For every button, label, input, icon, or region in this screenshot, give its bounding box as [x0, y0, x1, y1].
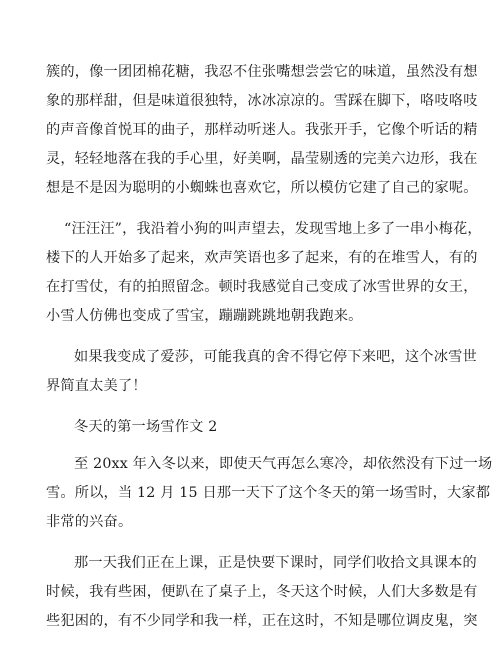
text-line: 非常的兴奋。: [46, 514, 133, 530]
text-line: 小雪人仿佛也变成了雪宝，蹦蹦跳跳地朝我跑来。: [46, 308, 363, 324]
paragraph-dog-bark: [46, 215, 482, 331]
paragraph-first-snow: [46, 450, 493, 537]
text-line: 簇的，像一团团棉花糖，我忍不住张嘴想尝尝它的味道，虽然没有想: [46, 64, 478, 80]
article-body: [46, 58, 493, 648]
text-line: 雪。所以，当 12 月 15 日那一天下了这个冬天的第一场雪时，大家都: [46, 485, 491, 501]
text-line: 如果我变成了爱莎，可能我真的舍不得它停下来吧，这个冰雪世: [74, 349, 477, 365]
heading-text: 冬天的第一场雪作文 2: [74, 419, 218, 435]
essay-heading: [46, 413, 462, 442]
text-line: 至 20xx 年入冬以来，即使天气再怎么寒冷，却依然没有下过一场: [74, 456, 493, 472]
text-line: 楼下的人开始多了起来，欢声笑语也多了起来，有的在堆雪人，有的: [46, 250, 478, 266]
paragraph-snow-taste: [46, 58, 478, 203]
text-line: “汪汪汪”，我沿着小狗的叫声望去，发现雪地上多了一串小梅花，: [64, 221, 482, 237]
text-line: 些犯困的，有不少同学和我一样，正在这时，不知是哪位调皮鬼，突: [46, 613, 478, 629]
text-line: 在打雪仗，有的拍照留念。顿时我感觉自己变成了冰雪世界的女王，: [46, 279, 478, 295]
text-line: 想是不是因为聪明的小蜘蛛也喜欢它，所以模仿它建了自己的家呢。: [46, 180, 478, 196]
text-line: 的声音像首悦耳的曲子，那样动听迷人。我张开手，它像个听话的精: [46, 122, 478, 138]
text-line: 时候，我有些困，便趴在了桌子上，冬天这个时候，人们大多数是有: [46, 584, 478, 600]
text-line: 象的那样甜，但是味道很独特，冰冰凉凉的。雪踩在脚下，咯吱咯吱: [46, 93, 478, 109]
text-line: 界简直太美了！: [46, 378, 147, 394]
paragraph-in-class: [46, 549, 478, 636]
text-line: 灵，轻轻地落在我的手心里，好美啊，晶莹剔透的完美六边形，我在: [46, 151, 478, 167]
paragraph-elsa: [46, 343, 477, 401]
text-line: 那一天我们正在上课，正是快要下课时，同学们收拾文具课本的: [74, 555, 477, 571]
